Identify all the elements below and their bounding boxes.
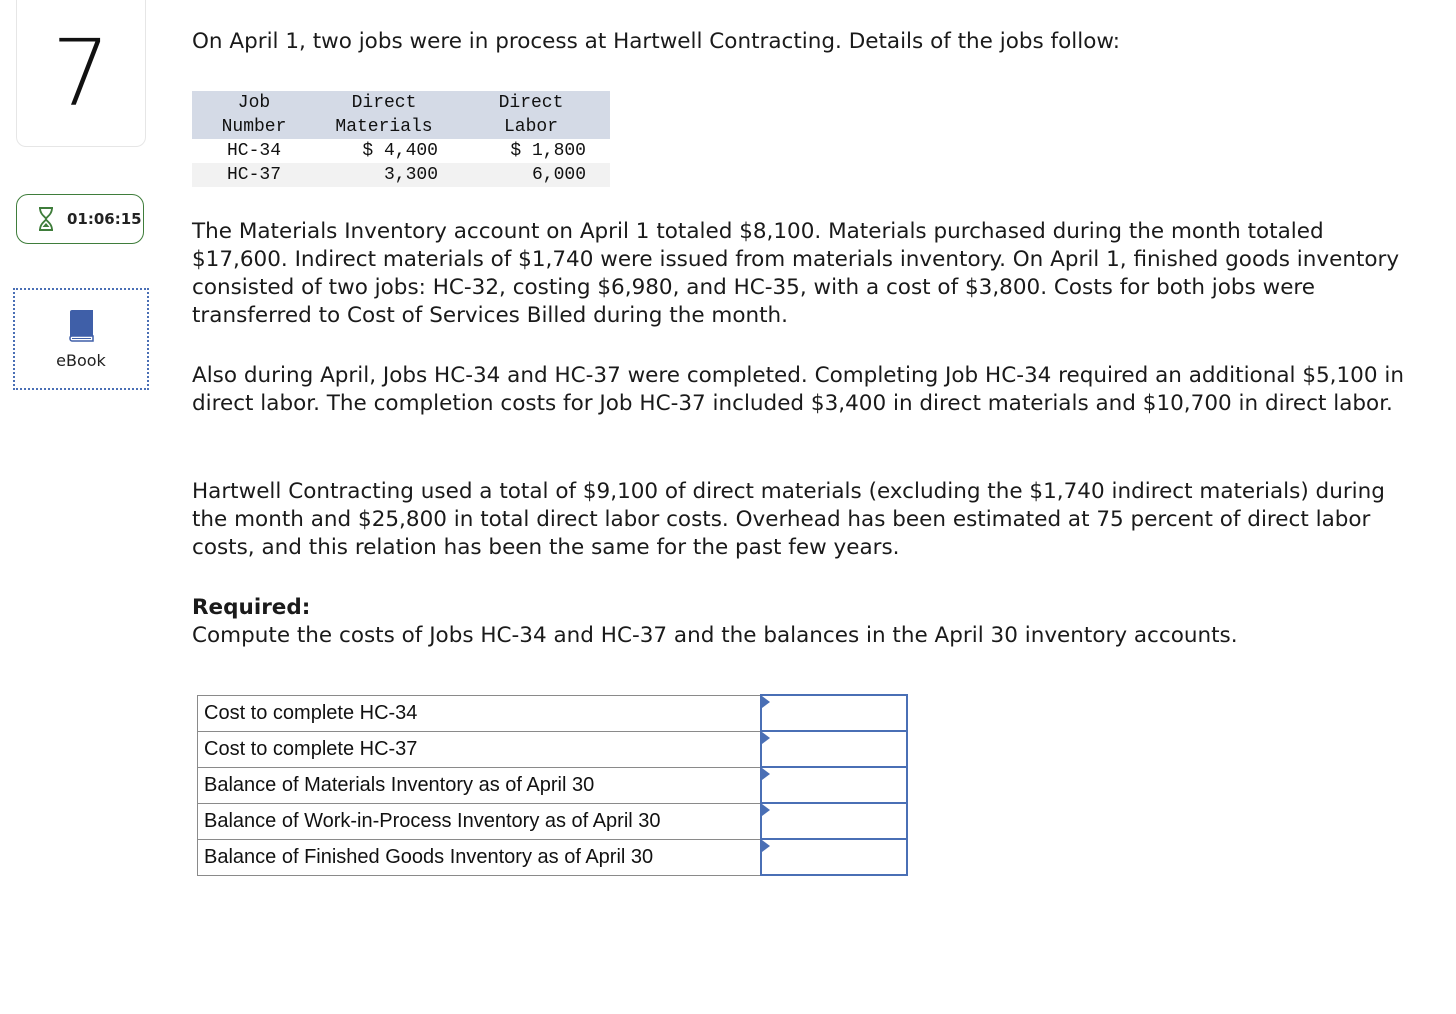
intro-text: On April 1, two jobs were in process at Hartwell Contracting. Details of the jobs follow: [192,29,1121,54]
answer-label: Cost to complete HC-37 [198,731,761,767]
direct-materials-cell: 3,300 [383,165,438,185]
answer-row [198,695,907,731]
answer-label: Balance of Materials Inventory as of April 30 [198,767,761,803]
job-number-cell: HC-37 [226,165,281,185]
table-row [192,163,610,187]
header-job-number: Job Number [221,93,287,137]
paragraph-job-completion: Also during April, Jobs HC-34 and HC-37 were completed. Completing Job HC-34 required an additional $5,100 in direct labor. The completion costs for Job HC-37 included $3,400 in direct materials and $10,700 in direct labor. [192,363,1404,416]
direct-materials-cell: $ 4,400 [362,141,438,161]
answer-table [197,694,908,876]
timer-value: 01:06:15 [67,210,142,228]
direct-labor-cell: $ 1,800 [510,141,586,161]
hourglass-icon [37,206,55,232]
answer-row [198,767,907,803]
job-number-cell: HC-34 [226,141,281,161]
direct-labor-cell: 6,000 [531,165,586,185]
answer-cell [761,767,907,803]
answer-input-wip-inventory[interactable] [762,805,906,837]
answer-label: Balance of Work-in-Process Inventory as of April 30 [198,803,761,839]
required-title: Required: [192,595,311,620]
ebook-label: eBook [56,350,106,370]
table-row [192,139,610,163]
answer-input-materials-inventory[interactable] [762,769,906,801]
answer-cell [761,803,907,839]
answer-input-hc37[interactable] [762,733,906,765]
answer-input-hc34[interactable] [762,697,906,729]
answer-cell [761,839,907,875]
required-section [192,594,1238,650]
answer-row [198,731,907,767]
answer-cell [761,695,907,731]
timer[interactable] [16,194,144,244]
header-direct-labor: Direct Labor [498,93,564,137]
ebook-button[interactable] [13,288,149,390]
paragraph-overhead: Hartwell Contracting used a total of $9,100 of direct materials (excluding the $1,740 indirect materials) during the month and $25,800 in total direct labor costs. Overhead has been estimated at 75 percent of direct labor costs, and this relation has been the same for the past few years. [192,479,1385,560]
answer-row [198,803,907,839]
answer-cell [761,731,907,767]
answer-label: Cost to complete HC-34 [198,695,761,731]
required-text: Compute the costs of Jobs HC-34 and HC-37 and the balances in the April 30 inventory accounts. [192,623,1238,648]
answer-label: Balance of Finished Goods Inventory as of April 30 [198,839,761,875]
question-number: 7 [16,0,146,147]
book-icon [66,309,96,343]
jobs-table-header [192,91,610,139]
answer-input-finished-goods-inventory[interactable] [762,841,906,873]
header-direct-materials: Direct Materials [335,93,433,137]
jobs-table [192,91,610,187]
answer-row [198,839,907,875]
paragraph-materials-inventory: The Materials Inventory account on April 1 totaled $8,100. Materials purchased during the month totaled $17,600. Indirect materials of $1,740 were issued from materials inventory. On April 1, finished goods inventory consisted of two jobs: HC-32, costing $6,980, and HC-35, with a cost of $3,800. Costs for both jobs were transferred to Cost of Services Billed during the month. [192,219,1400,328]
